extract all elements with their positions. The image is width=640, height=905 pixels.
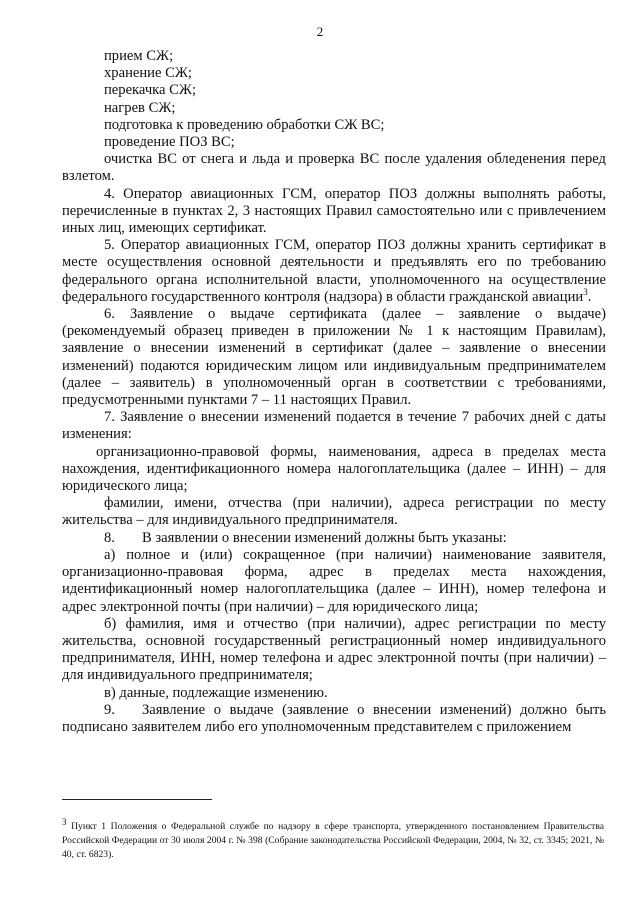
list-item: очистка ВС от снега и льда и проверка ВС после удаления обледенения перед взлетом.	[62, 151, 606, 185]
paragraph-9	[62, 702, 606, 736]
list-item: перекачка СЖ;	[104, 82, 197, 99]
footnote-separator	[62, 799, 212, 800]
paragraph-6: 6. Заявление о выдаче сертификата (далее – заявление о выдаче) (рекомендуемый образец приведен в приложении № 1 к настоящим Правилам), заявление о внесении изменений в сертификат (далее – заявление о внесении изменений) подаются юридическим лицом или индивидуальным предпринимателем (далее – заявитель) в уполномоченный орган в соответствии с требованиями, предусмотренными пунктами 7 – 11 настоящих Правил.	[62, 306, 606, 409]
paragraph-9-number: 9.	[104, 701, 115, 718]
paragraph-5-end: .	[587, 288, 592, 305]
footnote	[62, 816, 604, 862]
list-item: хранение СЖ;	[104, 65, 192, 82]
list-item: проведение ПОЗ ВС;	[104, 134, 235, 151]
paragraph-8-text: В заявлении о внесении изменений должны быть указаны:	[142, 529, 507, 546]
list-item: прием СЖ;	[104, 48, 174, 64]
paragraph-5-text: 5. Оператор авиационных ГСМ, оператор ПОЗ должны хранить сертификат в месте осуществления основной деятельности и предъявлять его по требованию федерального органа исполнительной власти, уполномоченного на осуществление федерального государственного контроля (надзора) в области гражданской авиации	[62, 237, 606, 305]
footnote-mark: 3	[62, 816, 67, 827]
paragraph-7a: организационно-правовой формы, наименования, адреса в пределах места нахождения, идентификационного номера налогоплательщика (далее – ИНН) – для юридического лица;	[62, 443, 606, 495]
page-number: 2	[316, 24, 324, 39]
footnote-text-block	[62, 816, 604, 862]
paragraph-7b: фамилии, имени, отчества (при наличии), адреса регистрации по месту жительства – для индивидуального предпринимателя.	[62, 495, 606, 529]
footnote-reference: 3	[583, 286, 588, 297]
paragraph-9-text: Заявление о выдаче (заявление о внесении изменений) должно быть подписано заявителем либо его уполномоченным представителем с приложением	[62, 701, 606, 735]
paragraph-8	[62, 530, 606, 547]
paragraph-7: 7. Заявление о внесении изменений подается в течение 7 рабочих дней с даты изменения:	[62, 409, 606, 443]
main-text	[62, 48, 606, 736]
paragraph-8-number: 8.	[104, 529, 115, 546]
paragraph-8a: а) полное и (или) сокращенное (при наличии) наименование заявителя, организационно-правовая форма, адрес в пределах места нахождения, идентификационный номер налогоплательщика (далее – ИНН), номер телефона и адрес электронной почты (при наличии) – для юридического лица;	[62, 546, 606, 615]
list-item: подготовка к проведению обработки СЖ ВС;	[104, 116, 385, 133]
list-item: нагрев СЖ;	[104, 99, 176, 116]
paragraph-4: 4. Оператор авиационных ГСМ, оператор ПОЗ должны выполнять работы, перечисленные в пунктах 2, 3 настоящих Правил самостоятельно или с привлечением иных лиц, имеющих сертификат.	[62, 185, 606, 237]
paragraph-8b: б) фамилия, имя и отчество (при наличии), адрес регистрации по месту жительства, основной государственный регистрационный номер индивидуального предпринимателя, ИНН, номер телефона и адрес электронной почты (при наличии) – для индивидуального предпринимателя;	[62, 615, 606, 684]
footnote-text: Пункт 1 Положения о Федеральной службе по надзору в сфере транспорта, утвержденного постановлением Правительства Российской Федерации от 30 июля 2004 г. № 398 (Собрание законодательства Российской Федерации, 2004, № 32, ст. 3345; 2021, № 40, ст. 6823).	[62, 821, 604, 860]
paragraph-8c: в) данные, подлежащие изменению.	[104, 684, 328, 701]
paragraph-5	[62, 237, 606, 306]
